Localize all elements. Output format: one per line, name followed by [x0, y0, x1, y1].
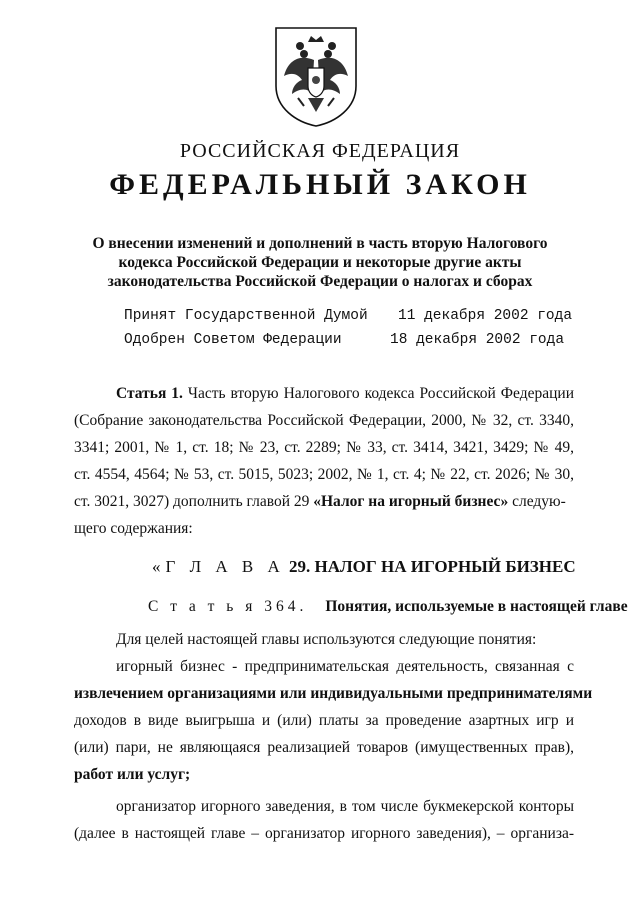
approved-by-council-label: Одобрен Советом Федерации	[124, 332, 342, 348]
definition-line: доходов в виде выигрыша и (или) платы за проведение азартных игр и	[74, 712, 574, 729]
definition-line: организатор игорного заведения, в том числе букмекерской конторы	[116, 798, 574, 815]
definition-line: (далее в настоящей главе – организатор игорного заведения), – организа-	[74, 825, 574, 842]
body-intro: Для целей настоящей главы используются следующие понятия:	[116, 631, 537, 648]
article1-heading: Статья 1.	[116, 385, 183, 402]
subject-line: О внесении изменений и дополнений в часть вторую Налогового	[92, 235, 548, 252]
adopted-by-duma-date: 11 декабря 2002 года	[398, 308, 573, 324]
coat-of-arms-icon	[270, 24, 362, 128]
article1-line: ст. 4554, 4564; № 53, ст. 5015, 5023; 2002, № 1, ст. 4; № 22, ст. 2026; № 30,	[74, 466, 574, 483]
article1-line: ст. 3021, 3027) дополнить главой 29 «Налог на игорный бизнес» следую-	[74, 493, 566, 510]
article364-heading: С т а т ь я 364. Понятия, используемые в настоящей главе	[148, 598, 628, 615]
definition-line: работ или услуг;	[74, 766, 191, 783]
definition-line: (или) пари, не являющаяся реализацией товаров (имущественных прав),	[74, 739, 574, 756]
definition-line: извлечением организациями или индивидуальными предпринимателями	[74, 685, 593, 702]
law-type-title: ФЕДЕРАЛЬНЫЙ ЗАКОН	[109, 168, 531, 201]
article1-line: щего содержания:	[74, 520, 193, 537]
article1-line: Статья 1. Часть вторую Налогового кодекса Российской Федерации	[116, 385, 575, 402]
subject-line: законодательства Российской Федерации о налогах и сборах	[107, 273, 533, 290]
chapter-heading: «Г Л А В А 29. НАЛОГ НА ИГОРНЫЙ БИЗНЕС	[152, 557, 576, 576]
definition-line: игорный бизнес - предпринимательская деятельность, связанная с	[116, 658, 574, 675]
article1-line: (Собрание законодательства Российской Федерации, 2000, № 32, ст. 3340,	[74, 412, 574, 429]
subject-line: кодекса Российской Федерации и некоторые другие акты	[118, 254, 522, 271]
country-name: РОССИЙСКАЯ ФЕДЕРАЦИЯ	[179, 140, 461, 162]
approved-by-council-date: 18 декабря 2002 года	[390, 332, 565, 348]
article1-line: 3341; 2001, № 1, ст. 18; № 23, ст. 2289; № 33, ст. 3414, 3421, 3429; № 49,	[74, 439, 574, 456]
adopted-by-duma-label: Принят Государственной Думой	[124, 308, 368, 324]
